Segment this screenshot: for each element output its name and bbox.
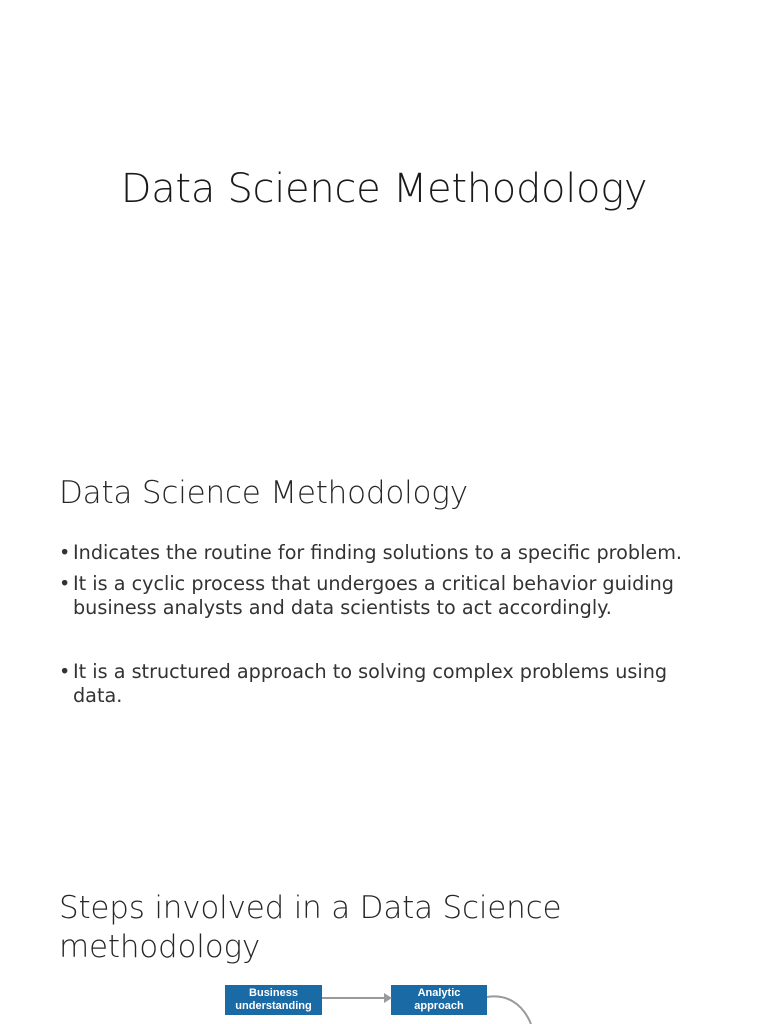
- slide-3-title: Steps involved in a Data Science methodology: [59, 890, 562, 965]
- curved-connector: [487, 996, 531, 1024]
- slide-2-title: Data Science Methodology: [59, 475, 468, 511]
- flow-step-label: approach: [414, 1000, 464, 1012]
- arrow-right-icon: [322, 993, 392, 1003]
- slide-1-title: Data Science Methodology: [120, 166, 648, 212]
- bullet-item: • Indicates the routine for finding solutions to a specific problem.: [59, 541, 719, 565]
- bullet-item: • It is a cyclic process that undergoes a critical behavior guiding business analysts and data scientists to act accordingly.: [59, 572, 719, 620]
- flow-step-label: Analytic: [417, 987, 461, 999]
- flow-step-label: understanding: [235, 1000, 312, 1012]
- bullet-item: • It is a structured approach to solving complex problems using data.: [59, 660, 719, 708]
- flow-step-label: Business: [249, 987, 298, 999]
